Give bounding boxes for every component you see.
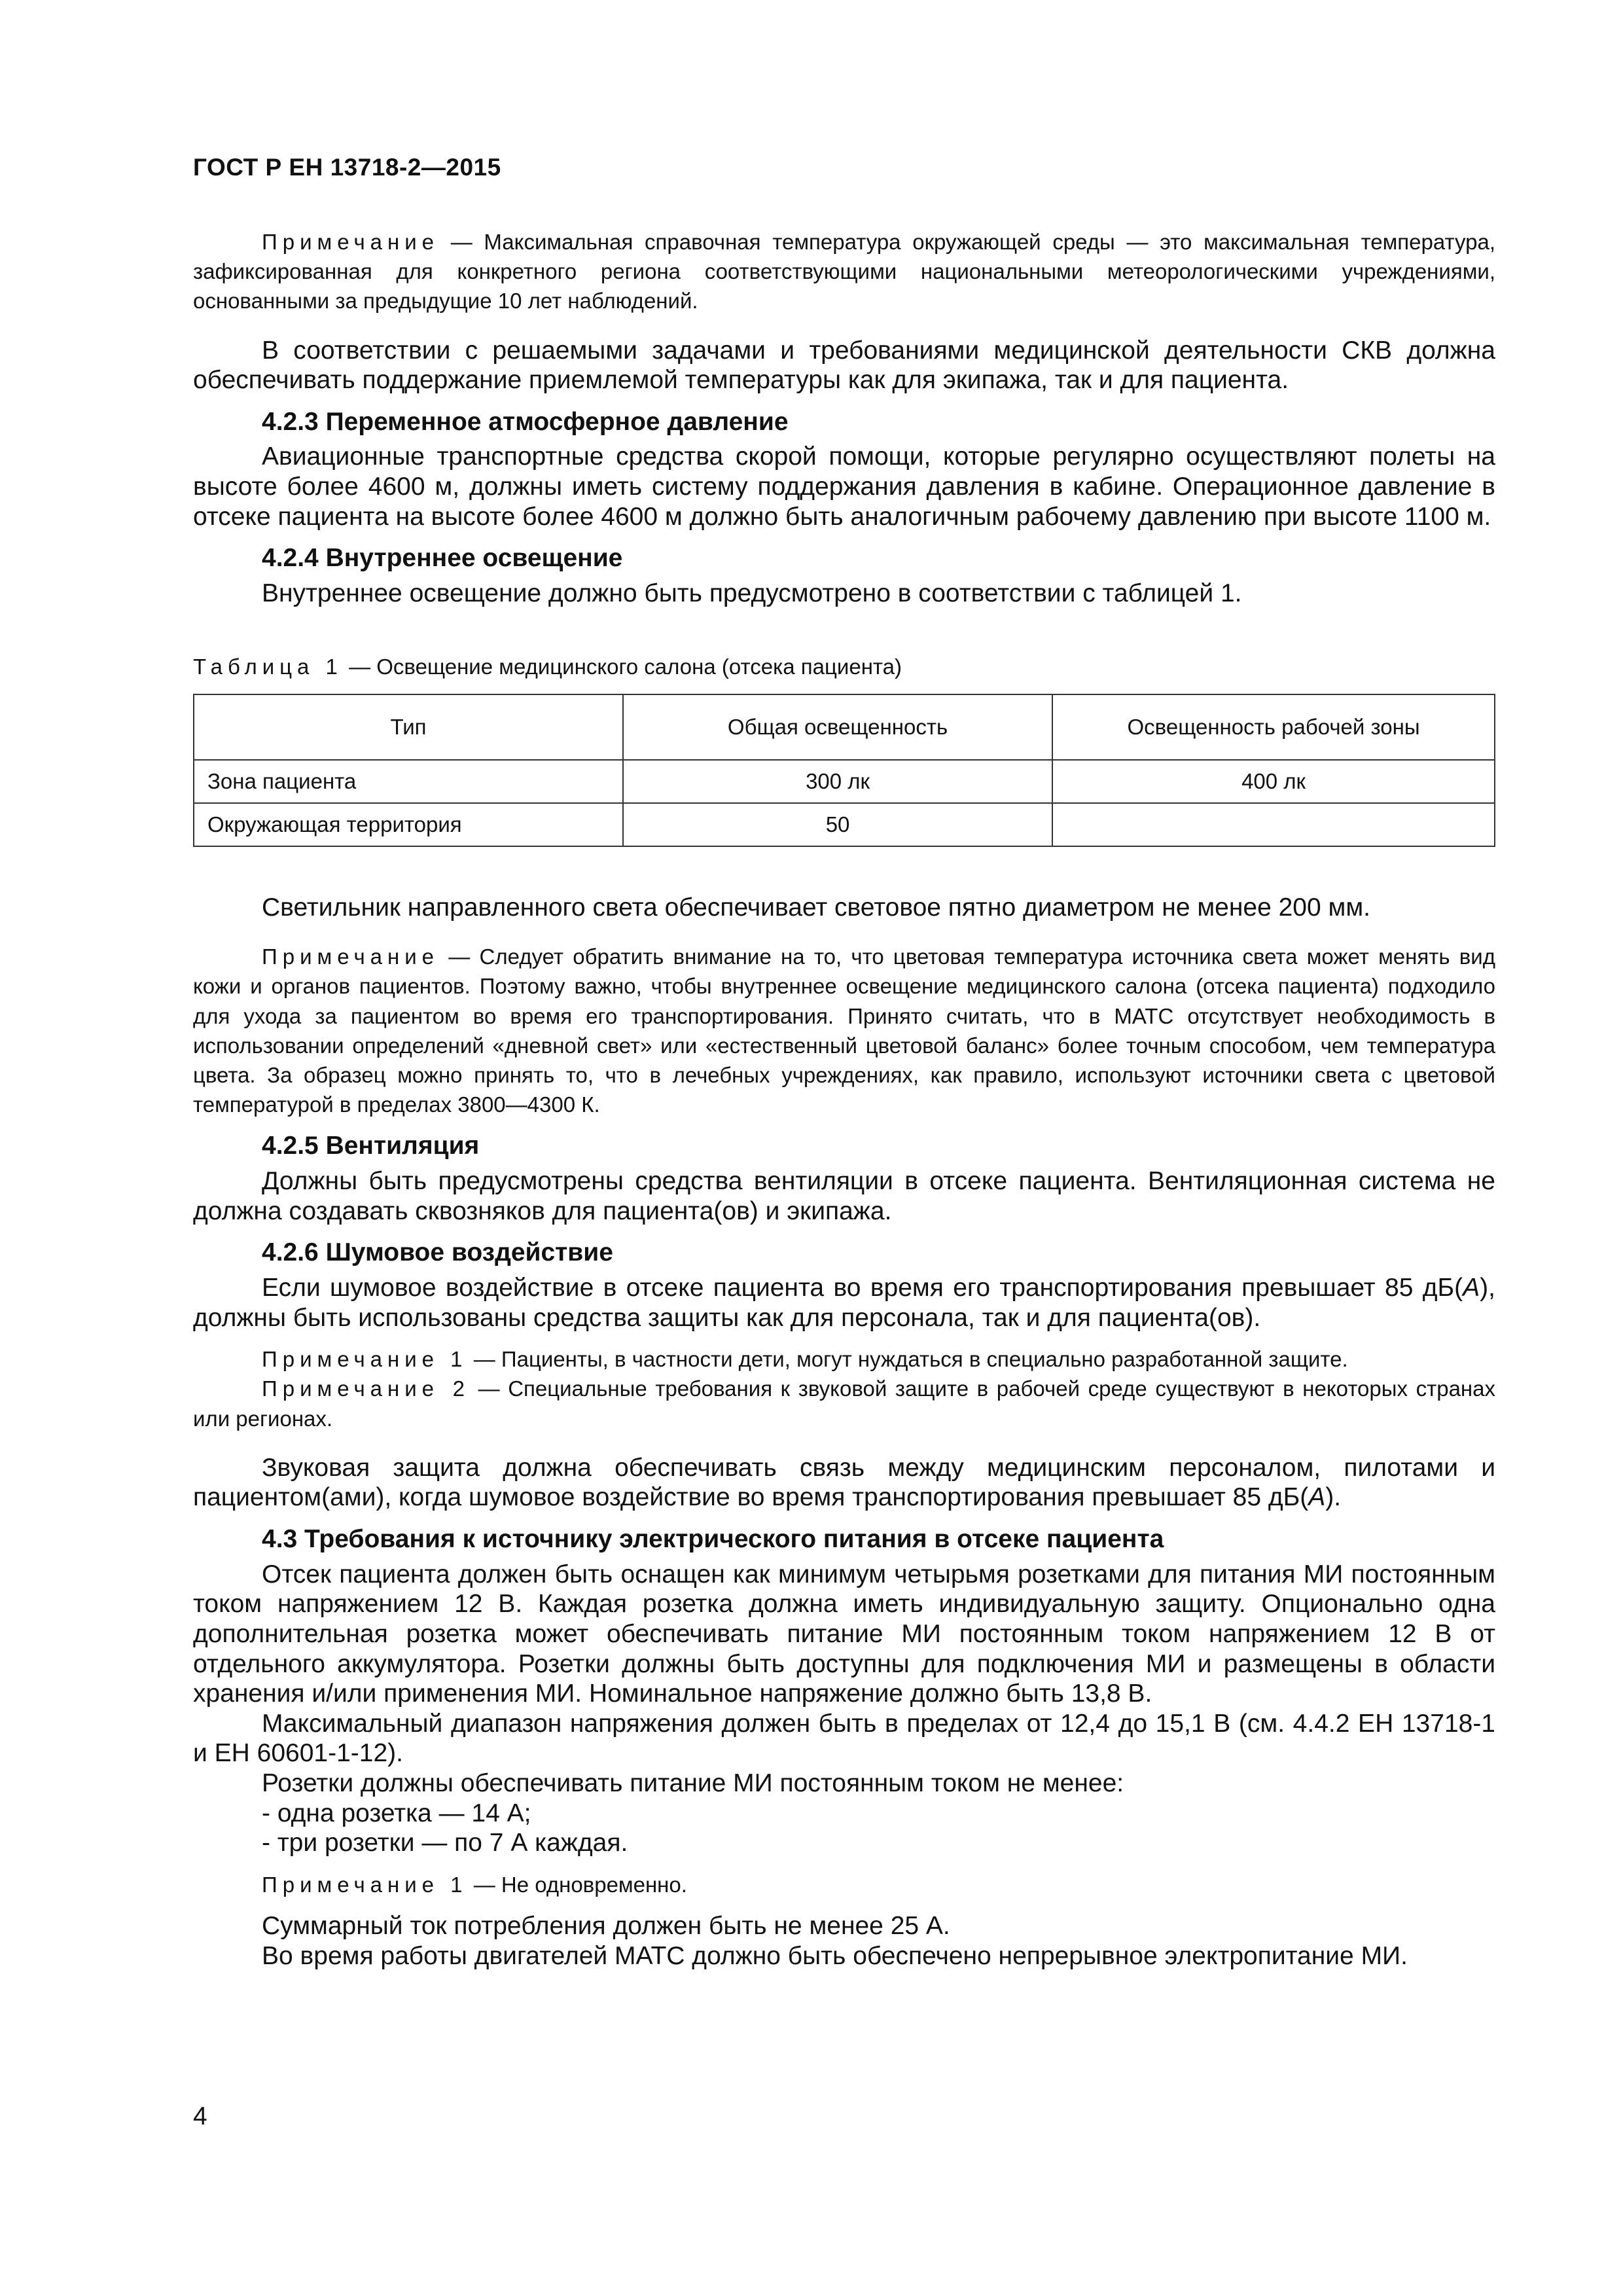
paragraph-engine-power: Во время работы двигателей МАТС должно быть обеспечено непрерывное электропитание МИ. xyxy=(262,1941,1408,1970)
section-heading-4-2-3: 4.2.3 Переменное атмосферное давление xyxy=(262,407,789,436)
note-lead: Примечание 2 xyxy=(262,1376,470,1401)
document-header: ГОСТ Р ЕН 13718-2—2015 xyxy=(193,154,501,181)
table-cell: Зона пациента xyxy=(194,760,623,803)
text-part: ), должны быть использованы средства защиты как для персонала, так и для пациента(ов). xyxy=(193,1273,1495,1332)
section-heading-4-3: 4.3 Требования к источнику электрического питания в отсеке пациента xyxy=(262,1525,1164,1554)
table-header-cell: Общая освещенность xyxy=(623,694,1052,760)
paragraph-skv: В соответствии с решаемыми задачами и требованиями медицинской деятельности СКВ должна обеспечивать поддержание приемлемой температуры как для экипажа, так и для пациента. xyxy=(193,336,1495,395)
paragraph-4-3-voltage: Максимальный диапазон напряжения должен быть в пределах от 12,4 до 15,1 В (см. 4.4.2 ЕН 13718-1 и ЕН 60601-1-12). xyxy=(193,1709,1495,1768)
document-page xyxy=(193,154,1495,1971)
text-italic: А xyxy=(1308,1483,1326,1512)
note-text: — Максимальная справочная температура окружающей среды — это максимальная температура, зафиксированная для конкретного региона соответствующими национальными метеорологическими учреждениями, основанными за предыдущие 10 лет наблюдений. xyxy=(193,230,1495,314)
note-temperature xyxy=(193,227,1495,316)
note-lead: Примечание 1 xyxy=(262,1347,468,1372)
table-row xyxy=(194,803,1495,846)
table-header-row xyxy=(194,694,1495,760)
note-lead: Примечание xyxy=(262,944,440,969)
list-item: - одна розетка — 14 А; xyxy=(262,1799,531,1827)
note-text: — Специальные требования к звуковой защите в рабочей среде существуют в некоторых странах или регионах. xyxy=(193,1376,1495,1431)
table-cell: 50 xyxy=(623,803,1052,846)
section-heading-4-2-5: 4.2.5 Вентиляция xyxy=(262,1132,480,1160)
section-heading-4-2-4: 4.2.4 Внутреннее освещение xyxy=(262,544,623,573)
text-part: Если шумовое воздействие в отсеке пациента во время его транспортирования превышает 85 дБ( xyxy=(262,1273,1463,1302)
text-part: Звуковая защита должна обеспечивать связь между медицинским персоналом, пилотами и пациентом(ами), когда шумовое воздействие во время транспортирования превышает 85 дБ( xyxy=(193,1453,1495,1512)
page-number: 4 xyxy=(193,2102,207,2130)
paragraph-lamp: Светильник направленного света обеспечивает световое пятно диаметром не менее 200 мм. xyxy=(262,893,1370,922)
table-row xyxy=(194,760,1495,803)
table-caption-lead: Таблица 1 xyxy=(193,654,343,679)
note-text: — Не одновременно. xyxy=(467,1872,687,1897)
paragraph-sound xyxy=(193,1453,1495,1513)
note-text: — Следует обратить внимание на то, что цветовая температура источника света может менять вид кожи и органов пациентов. Поэтому важно, чтобы внутреннее освещение медицинского салона (отсека пациента) подходило для ухода за пациентом во время его транспортирования. Принято считать, что в МАТС отсутствует необходимость в использовании определений «дневной свет» или «естественный цветовой баланс» более точным способом, чем температура цвета. За образец можно принять то, что в лечебных учреждениях, как правило, используют источники света с цветовой температурой в пределах 3800—4300 К. xyxy=(193,944,1495,1117)
note-noise-2 xyxy=(193,1374,1495,1433)
paragraph-total-current: Суммарный ток потребления должен быть не менее 25 А. xyxy=(262,1912,950,1941)
table-header-cell: Тип xyxy=(194,694,623,760)
list-item: - три розетки — по 7 А каждая. xyxy=(262,1829,628,1857)
lighting-table xyxy=(193,694,1495,847)
table-cell: 300 лк xyxy=(623,760,1052,803)
paragraph-4-2-6 xyxy=(193,1273,1495,1333)
section-heading-4-2-6: 4.2.6 Шумовое воздействие xyxy=(262,1238,613,1267)
table-caption-text: — Освещение медицинского салона (отсека пациента) xyxy=(342,654,902,679)
paragraph-4-2-3: Авиационные транспортные средства скорой помощи, которые регулярно осуществляют полеты на высоте более 4600 м, должны иметь систему поддержания давления в кабине. Операционное давление в отсеке пациента на высоте более 4600 м должно быть аналогичным рабочему давлению при высоте 1100 м. xyxy=(193,442,1495,531)
table-header-cell: Освещенность рабочей зоны xyxy=(1052,694,1495,760)
note-text: — Пациенты, в частности дети, могут нуждаться в специально разработанной защите. xyxy=(467,1347,1348,1372)
paragraph-4-3-outlets: Отсек пациента должен быть оснащен как минимум четырьмя розетками для питания МИ постоянным током напряжением 12 В. Каждая розетка должна иметь индивидуальную защиту. Опционально одна дополнительная розетка может обеспечивать питание МИ постоянным током напряжением 12 В от отдельного аккумулятора. Розетки должны быть доступны для подключения МИ и размещены в области хранения и/или применения МИ. Номинальное напряжение должно быть 13,8 В. xyxy=(193,1560,1495,1708)
note-color-temperature xyxy=(193,942,1495,1119)
paragraph-4-2-5: Должны быть предусмотрены средства вентиляции в отсеке пациента. Вентиляционная система не должна создавать сквозняков для пациента(ов) и экипажа. xyxy=(193,1167,1495,1225)
note-noise-1 xyxy=(193,1344,1495,1374)
text-italic: А xyxy=(1463,1273,1480,1302)
table-cell: Окружающая территория xyxy=(194,803,623,846)
table-cell xyxy=(1052,803,1495,846)
paragraph-4-2-4: Внутреннее освещение должно быть предусмотрено в соответствии с таблицей 1. xyxy=(262,579,1242,607)
note-lead: Примечание 1 xyxy=(262,1872,468,1897)
text-part: ). xyxy=(1325,1483,1342,1512)
table-caption xyxy=(193,655,1495,679)
table-cell: 400 лк xyxy=(1052,760,1495,803)
note-not-simultaneous xyxy=(193,1870,1495,1899)
paragraph-4-3-current: Розетки должны обеспечивать питание МИ постоянным током не менее: xyxy=(262,1769,1124,1798)
note-lead: Примечание xyxy=(262,230,440,254)
